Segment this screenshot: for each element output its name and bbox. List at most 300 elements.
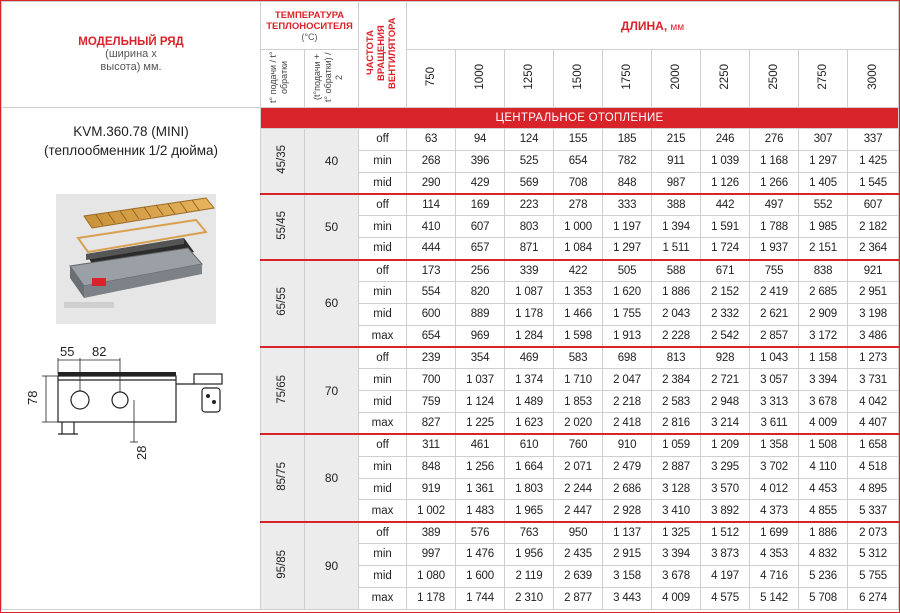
power-value-cell: 1 080 xyxy=(407,565,456,587)
power-value-cell: 389 xyxy=(407,522,456,544)
power-value-cell: 3 295 xyxy=(701,456,750,478)
power-value-cell: 1 353 xyxy=(554,281,603,303)
power-value-cell: 2 877 xyxy=(554,587,603,609)
power-value-cell: 429 xyxy=(456,172,505,194)
fan-mode-cell: mid xyxy=(359,172,407,194)
length-col-label: 1750 xyxy=(620,64,633,90)
power-value-cell: 3 394 xyxy=(799,369,848,391)
length-col-header xyxy=(407,50,456,108)
power-value-cell: 4 009 xyxy=(652,587,701,609)
power-value-cell: 969 xyxy=(456,325,505,347)
power-value-cell: 700 xyxy=(407,369,456,391)
power-value-cell: 2 909 xyxy=(799,303,848,325)
power-value-cell: 6 274 xyxy=(848,587,899,609)
power-value-cell: 2 887 xyxy=(652,456,701,478)
power-value-cell: 4 042 xyxy=(848,391,899,413)
power-value-cell: 2 364 xyxy=(848,238,899,260)
power-value-cell: 698 xyxy=(603,347,652,369)
length-title: ДЛИНА, xyxy=(620,18,668,33)
power-value-cell: 1 158 xyxy=(799,347,848,369)
power-value-cell: 569 xyxy=(505,172,554,194)
power-value-cell: 2 542 xyxy=(701,325,750,347)
temp-range-cell xyxy=(261,194,305,260)
fan-speed-label: ЧАСТОТА ВРАЩЕНИЯ ВЕНТИЛЯТОРА xyxy=(364,17,398,89)
power-value-cell: 155 xyxy=(554,129,603,151)
power-value-cell: 871 xyxy=(505,238,554,260)
fan-mode-cell: mid xyxy=(359,303,407,325)
fan-mode-cell: min xyxy=(359,281,407,303)
dim-55: 55 xyxy=(60,344,75,359)
power-value-cell: 333 xyxy=(603,194,652,216)
length-col-label: 1500 xyxy=(571,64,584,90)
length-col-header xyxy=(848,50,899,108)
temp-range-label: 85/75 xyxy=(276,462,288,491)
power-value-cell: 607 xyxy=(848,194,899,216)
power-value-cell: 1 209 xyxy=(701,434,750,456)
power-value-cell: 1 853 xyxy=(554,391,603,413)
dim-82: 82 xyxy=(92,344,107,359)
power-value-cell: 311 xyxy=(407,434,456,456)
power-value-cell: 525 xyxy=(505,150,554,172)
power-value-cell: 3 678 xyxy=(799,391,848,413)
power-value-cell: 2 073 xyxy=(848,522,899,544)
power-value-cell: 268 xyxy=(407,150,456,172)
power-value-cell: 5 708 xyxy=(799,587,848,609)
power-value-cell: 838 xyxy=(799,260,848,282)
power-value-cell: 654 xyxy=(554,150,603,172)
power-value-cell: 5 755 xyxy=(848,565,899,587)
power-value-cell: 5 337 xyxy=(848,500,899,522)
power-value-cell: 215 xyxy=(652,129,701,151)
fan-mode-cell: mid xyxy=(359,565,407,587)
power-value-cell: 2 686 xyxy=(603,478,652,500)
fan-mode-cell: max xyxy=(359,500,407,522)
temp-col1-header xyxy=(261,50,305,108)
temp-range-cell xyxy=(261,260,305,347)
power-value-cell: 3 198 xyxy=(848,303,899,325)
temp-avg-cell: 90 xyxy=(305,522,359,609)
power-value-cell: 1 000 xyxy=(554,216,603,238)
power-value-cell: 950 xyxy=(554,522,603,544)
power-value-cell: 919 xyxy=(407,478,456,500)
power-value-cell: 848 xyxy=(407,456,456,478)
power-value-cell: 3 443 xyxy=(603,587,652,609)
power-value-cell: 759 xyxy=(407,391,456,413)
temp-avg-cell: 70 xyxy=(305,347,359,434)
length-col-label: 1250 xyxy=(522,64,535,90)
power-value-cell: 1 476 xyxy=(456,544,505,566)
power-value-cell: 2 418 xyxy=(603,412,652,434)
power-value-cell: 4 110 xyxy=(799,456,848,478)
temp-range-cell xyxy=(261,522,305,609)
power-value-cell: 1 755 xyxy=(603,303,652,325)
power-value-cell: 911 xyxy=(652,150,701,172)
power-value-cell: 2 447 xyxy=(554,500,603,522)
fan-mode-cell: off xyxy=(359,260,407,282)
power-value-cell: 1 168 xyxy=(750,150,799,172)
power-value-cell: 1 985 xyxy=(799,216,848,238)
power-value-cell: 2 151 xyxy=(799,238,848,260)
power-value-cell: 2 721 xyxy=(701,369,750,391)
power-value-cell: 1 425 xyxy=(848,150,899,172)
length-col-label: 3000 xyxy=(866,64,879,90)
power-value-cell: 921 xyxy=(848,260,899,282)
power-value-cell: 1 744 xyxy=(456,587,505,609)
model-header-sub2: высота) мм. xyxy=(100,60,162,73)
fan-mode-cell: max xyxy=(359,587,407,609)
power-value-cell: 827 xyxy=(407,412,456,434)
power-value-cell: 1 273 xyxy=(848,347,899,369)
power-value-cell: 94 xyxy=(456,129,505,151)
power-value-cell: 4 453 xyxy=(799,478,848,500)
power-value-cell: 1 512 xyxy=(701,522,750,544)
power-value-cell: 3 313 xyxy=(750,391,799,413)
length-col-header xyxy=(652,50,701,108)
power-value-cell: 3 394 xyxy=(652,544,701,566)
model-header xyxy=(2,2,261,108)
power-value-cell: 928 xyxy=(701,347,750,369)
power-value-cell: 3 678 xyxy=(652,565,701,587)
power-value-cell: 1 591 xyxy=(701,216,750,238)
power-value-cell: 1 284 xyxy=(505,325,554,347)
fan-mode-cell: off xyxy=(359,194,407,216)
power-value-cell: 2 685 xyxy=(799,281,848,303)
power-value-cell: 4 832 xyxy=(799,544,848,566)
power-value-cell: 1 658 xyxy=(848,434,899,456)
temp-avg-cell: 40 xyxy=(305,129,359,195)
temp-col1-label: t° подачи / t° обратки xyxy=(267,51,289,103)
power-value-cell: 1 297 xyxy=(799,150,848,172)
temp-range-cell xyxy=(261,129,305,195)
power-value-cell: 276 xyxy=(750,129,799,151)
power-value-cell: 396 xyxy=(456,150,505,172)
length-col-header xyxy=(701,50,750,108)
power-value-cell: 239 xyxy=(407,347,456,369)
power-value-cell: 2 071 xyxy=(554,456,603,478)
power-value-cell: 3 570 xyxy=(701,478,750,500)
temp-avg-cell: 50 xyxy=(305,194,359,260)
power-value-cell: 987 xyxy=(652,172,701,194)
temp-avg-cell: 80 xyxy=(305,434,359,521)
power-value-cell: 307 xyxy=(799,129,848,151)
power-value-cell: 461 xyxy=(456,434,505,456)
power-value-cell: 1 266 xyxy=(750,172,799,194)
power-value-cell: 760 xyxy=(554,434,603,456)
power-value-cell: 2 384 xyxy=(652,369,701,391)
power-value-cell: 1 225 xyxy=(456,412,505,434)
fan-mode-cell: off xyxy=(359,434,407,456)
temp-range-label: 45/35 xyxy=(276,145,288,174)
model-name xyxy=(2,122,260,160)
length-col-header xyxy=(456,50,505,108)
power-value-cell: 671 xyxy=(701,260,750,282)
power-value-cell: 5 312 xyxy=(848,544,899,566)
power-value-cell: 552 xyxy=(799,194,848,216)
temp-col2-header xyxy=(305,50,359,108)
power-value-cell: 2 119 xyxy=(505,565,554,587)
power-value-cell: 1 137 xyxy=(603,522,652,544)
power-value-cell: 3 892 xyxy=(701,500,750,522)
power-value-cell: 1 084 xyxy=(554,238,603,260)
power-value-cell: 2 621 xyxy=(750,303,799,325)
power-value-cell: 1 937 xyxy=(750,238,799,260)
power-value-cell: 185 xyxy=(603,129,652,151)
power-value-cell: 410 xyxy=(407,216,456,238)
power-value-cell: 782 xyxy=(603,150,652,172)
fan-mode-cell: min xyxy=(359,150,407,172)
power-value-cell: 1 803 xyxy=(505,478,554,500)
table-body xyxy=(2,108,899,610)
power-value-cell: 1 483 xyxy=(456,500,505,522)
dimension-drawing xyxy=(18,344,238,464)
power-value-cell: 2 332 xyxy=(701,303,750,325)
power-value-cell: 1 374 xyxy=(505,369,554,391)
power-value-cell: 3 128 xyxy=(652,478,701,500)
length-col-label: 2250 xyxy=(718,64,731,90)
length-col-header xyxy=(505,50,554,108)
power-value-cell: 600 xyxy=(407,303,456,325)
power-value-cell: 583 xyxy=(554,347,603,369)
power-value-cell: 1 037 xyxy=(456,369,505,391)
heating-banner: ЦЕНТРАЛЬНОЕ ОТОПЛЕНИЕ xyxy=(261,108,899,129)
power-value-cell: 246 xyxy=(701,129,750,151)
power-value-cell: 2 857 xyxy=(750,325,799,347)
fan-speed-header xyxy=(359,2,407,108)
power-value-cell: 820 xyxy=(456,281,505,303)
power-value-cell: 354 xyxy=(456,347,505,369)
power-value-cell: 1 358 xyxy=(750,434,799,456)
power-value-cell: 3 410 xyxy=(652,500,701,522)
power-value-cell: 1 620 xyxy=(603,281,652,303)
temp-range-cell xyxy=(261,347,305,434)
power-value-cell: 1 699 xyxy=(750,522,799,544)
power-value-cell: 1 600 xyxy=(456,565,505,587)
length-col-label: 1000 xyxy=(473,64,486,90)
power-value-cell: 4 716 xyxy=(750,565,799,587)
model-header-sub1: (ширина х xyxy=(105,47,157,60)
fan-mode-cell: off xyxy=(359,129,407,151)
power-value-cell: 4 518 xyxy=(848,456,899,478)
power-value-cell: 444 xyxy=(407,238,456,260)
fan-mode-cell: off xyxy=(359,347,407,369)
power-value-cell: 813 xyxy=(652,347,701,369)
length-col-label: 750 xyxy=(424,67,437,87)
power-value-cell: 755 xyxy=(750,260,799,282)
power-value-cell: 505 xyxy=(603,260,652,282)
length-col-header xyxy=(554,50,603,108)
power-value-cell: 223 xyxy=(505,194,554,216)
power-value-cell: 657 xyxy=(456,238,505,260)
power-value-cell: 1 956 xyxy=(505,544,554,566)
power-value-cell: 5 142 xyxy=(750,587,799,609)
fan-mode-cell: mid xyxy=(359,391,407,413)
power-value-cell: 4 009 xyxy=(799,412,848,434)
length-col-header xyxy=(799,50,848,108)
length-col-label: 2500 xyxy=(767,64,780,90)
power-value-cell: 588 xyxy=(652,260,701,282)
power-value-cell: 339 xyxy=(505,260,554,282)
power-value-cell: 654 xyxy=(407,325,456,347)
temp-header-title2: ТЕПЛОНОСИТЕЛЯ xyxy=(266,20,353,32)
temp-col2-label: (t°подачи + t° обратки) / 2 xyxy=(311,52,344,102)
convector-product-image xyxy=(56,194,216,324)
model-name-line1: KVM.360.78 (MINI) xyxy=(73,124,189,139)
power-value-cell: 708 xyxy=(554,172,603,194)
power-value-cell: 997 xyxy=(407,544,456,566)
power-value-cell: 3 057 xyxy=(750,369,799,391)
power-value-cell: 2 639 xyxy=(554,565,603,587)
dim-28: 28 xyxy=(134,445,149,460)
fan-mode-cell: mid xyxy=(359,478,407,500)
power-value-cell: 2 948 xyxy=(701,391,750,413)
power-value-cell: 63 xyxy=(407,129,456,151)
power-value-cell: 169 xyxy=(456,194,505,216)
dim-78: 78 xyxy=(25,390,40,405)
power-value-cell: 2 915 xyxy=(603,544,652,566)
power-value-cell: 3 611 xyxy=(750,412,799,434)
power-value-cell: 2 816 xyxy=(652,412,701,434)
power-value-cell: 290 xyxy=(407,172,456,194)
power-value-cell: 2 020 xyxy=(554,412,603,434)
power-value-cell: 576 xyxy=(456,522,505,544)
power-value-cell: 124 xyxy=(505,129,554,151)
power-value-cell: 3 214 xyxy=(701,412,750,434)
power-value-cell: 4 373 xyxy=(750,500,799,522)
power-value-cell: 4 895 xyxy=(848,478,899,500)
fan-mode-cell: off xyxy=(359,522,407,544)
power-value-cell: 1 059 xyxy=(652,434,701,456)
power-value-cell: 4 353 xyxy=(750,544,799,566)
power-value-cell: 3 158 xyxy=(603,565,652,587)
power-value-cell: 337 xyxy=(848,129,899,151)
temp-range-cell xyxy=(261,434,305,521)
power-value-cell: 422 xyxy=(554,260,603,282)
temp-range-label: 55/45 xyxy=(276,210,288,240)
power-value-cell: 2 583 xyxy=(652,391,701,413)
fan-mode-cell: min xyxy=(359,544,407,566)
power-value-cell: 889 xyxy=(456,303,505,325)
power-value-cell: 1 361 xyxy=(456,478,505,500)
power-value-cell: 4 407 xyxy=(848,412,899,434)
power-value-cell: 610 xyxy=(505,434,554,456)
power-value-cell: 4 012 xyxy=(750,478,799,500)
power-value-cell: 1 178 xyxy=(407,587,456,609)
power-value-cell: 1 466 xyxy=(554,303,603,325)
power-value-cell: 3 486 xyxy=(848,325,899,347)
power-value-cell: 4 197 xyxy=(701,565,750,587)
power-value-cell: 1 087 xyxy=(505,281,554,303)
power-value-cell: 1 913 xyxy=(603,325,652,347)
power-value-cell: 114 xyxy=(407,194,456,216)
power-value-cell: 2 228 xyxy=(652,325,701,347)
power-value-cell: 2 479 xyxy=(603,456,652,478)
power-value-cell: 278 xyxy=(554,194,603,216)
power-value-cell: 763 xyxy=(505,522,554,544)
power-value-cell: 3 702 xyxy=(750,456,799,478)
power-value-cell: 803 xyxy=(505,216,554,238)
power-value-cell: 1 039 xyxy=(701,150,750,172)
power-value-cell: 1 598 xyxy=(554,325,603,347)
temp-header-title1: ТЕМПЕРАТУРА xyxy=(274,9,345,21)
power-value-cell: 1 886 xyxy=(652,281,701,303)
power-value-cell: 2 244 xyxy=(554,478,603,500)
power-value-cell: 1 788 xyxy=(750,216,799,238)
temp-header-unit: (°C) xyxy=(301,31,318,42)
power-value-cell: 1 511 xyxy=(652,238,701,260)
temp-range-label: 75/65 xyxy=(276,374,288,404)
power-value-cell: 2 218 xyxy=(603,391,652,413)
length-col-label: 2750 xyxy=(816,64,829,90)
power-value-cell: 1 545 xyxy=(848,172,899,194)
power-value-cell: 4 855 xyxy=(799,500,848,522)
power-value-cell: 1 297 xyxy=(603,238,652,260)
power-value-cell: 469 xyxy=(505,347,554,369)
power-value-cell: 4 575 xyxy=(701,587,750,609)
power-value-cell: 1 124 xyxy=(456,391,505,413)
power-value-cell: 2 419 xyxy=(750,281,799,303)
power-value-cell: 1 043 xyxy=(750,347,799,369)
power-value-cell: 442 xyxy=(701,194,750,216)
power-value-cell: 1 126 xyxy=(701,172,750,194)
power-value-cell: 2 435 xyxy=(554,544,603,566)
power-value-cell: 173 xyxy=(407,260,456,282)
length-col-label: 2000 xyxy=(669,64,682,90)
fan-mode-cell: max xyxy=(359,412,407,434)
power-value-cell: 848 xyxy=(603,172,652,194)
power-value-cell: 1 710 xyxy=(554,369,603,391)
power-value-cell: 1 178 xyxy=(505,303,554,325)
fan-mode-cell: min xyxy=(359,369,407,391)
power-value-cell: 3 731 xyxy=(848,369,899,391)
power-value-cell: 1 489 xyxy=(505,391,554,413)
power-value-cell: 1 664 xyxy=(505,456,554,478)
power-value-cell: 1 623 xyxy=(505,412,554,434)
power-value-cell: 1 508 xyxy=(799,434,848,456)
power-value-cell: 910 xyxy=(603,434,652,456)
power-value-cell: 2 043 xyxy=(652,303,701,325)
power-value-cell: 3 873 xyxy=(701,544,750,566)
power-value-cell: 388 xyxy=(652,194,701,216)
power-value-cell: 1 256 xyxy=(456,456,505,478)
fan-mode-cell: min xyxy=(359,216,407,238)
power-value-cell: 2 310 xyxy=(505,587,554,609)
power-value-cell: 554 xyxy=(407,281,456,303)
temp-avg-cell: 60 xyxy=(305,260,359,347)
power-value-cell: 1 886 xyxy=(799,522,848,544)
power-value-cell: 2 928 xyxy=(603,500,652,522)
model-header-title: МОДЕЛЬНЫЙ РЯД xyxy=(78,35,184,48)
fan-mode-cell: mid xyxy=(359,238,407,260)
length-col-header xyxy=(603,50,652,108)
power-value-cell: 1 405 xyxy=(799,172,848,194)
fan-mode-cell: max xyxy=(359,325,407,347)
performance-table xyxy=(1,1,899,610)
temp-range-label: 95/85 xyxy=(276,549,288,579)
power-value-cell: 607 xyxy=(456,216,505,238)
power-value-cell: 2 047 xyxy=(603,369,652,391)
power-value-cell: 1 197 xyxy=(603,216,652,238)
power-value-cell: 3 172 xyxy=(799,325,848,347)
power-value-cell: 256 xyxy=(456,260,505,282)
power-value-cell: 2 152 xyxy=(701,281,750,303)
power-value-cell: 1 724 xyxy=(701,238,750,260)
power-value-cell: 1 325 xyxy=(652,522,701,544)
power-value-cell: 2 182 xyxy=(848,216,899,238)
length-col-header xyxy=(750,50,799,108)
length-header xyxy=(407,2,899,50)
power-value-cell: 1 394 xyxy=(652,216,701,238)
power-value-cell: 5 236 xyxy=(799,565,848,587)
